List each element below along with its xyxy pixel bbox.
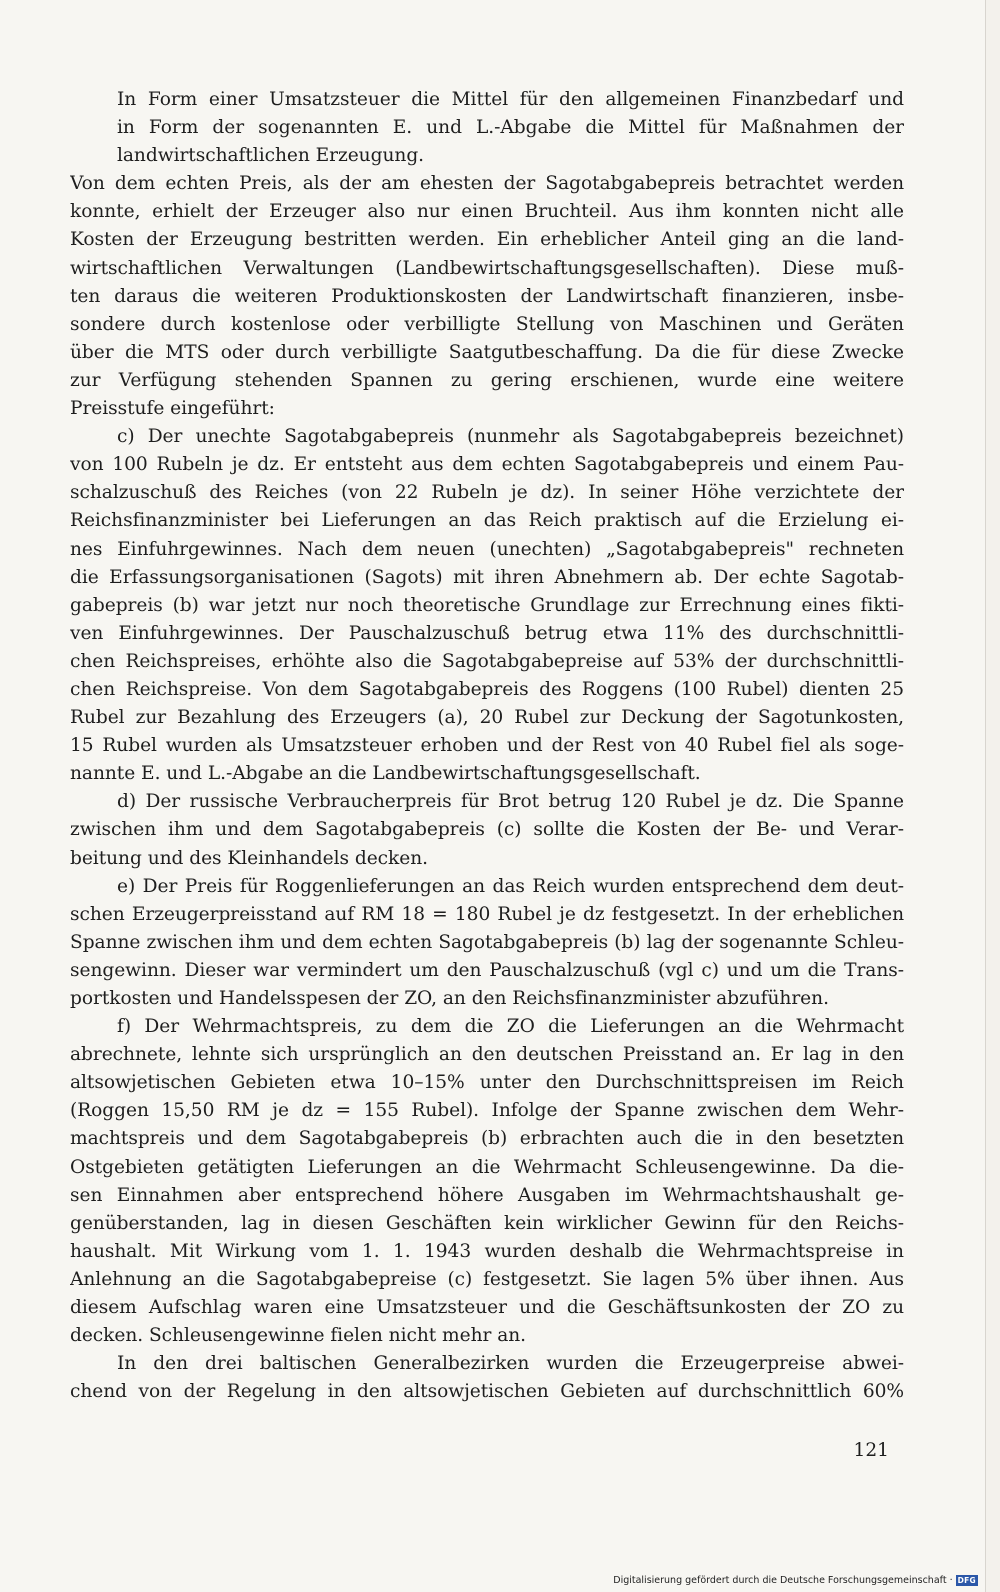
- text-line: Anlehnung an die Sagotabgabepreise (c) festgesetzt. Sie lagen 5% über ihnen. Aus: [70, 1268, 904, 1290]
- text-line: Von dem echten Preis, als der am ehesten der Sagotabgabepreis betrachtet werden: [70, 173, 904, 195]
- text-line: haushalt. Mit Wirkung vom 1. 1. 1943 wurden deshalb die Wehrmachtspreise in: [70, 1240, 904, 1262]
- text-line: diesem Aufschlag waren eine Umsatzsteuer und die Geschäftsunkosten der ZO zu: [70, 1297, 904, 1319]
- text-line: Preisstufe eingeführt:: [70, 398, 275, 420]
- text-line: Kosten der Erzeugung bestritten werden. Ein erheblicher Anteil ging an die land-: [70, 229, 904, 251]
- text-line: machtspreis und dem Sagotabgabepreis (b) erbrachten auch die in den besetzten: [70, 1128, 904, 1150]
- text-line: abrechnete, lehnte sich ursprünglich an den deutschen Preisstand an. Er lag in den: [70, 1044, 904, 1066]
- text-line: Rubel zur Bezahlung des Erzeugers (a), 20 Rubel zur Deckung der Sagotunkosten,: [70, 707, 904, 729]
- text-line: e) Der Preis für Roggenlieferungen an das Reich wurden entsprechend dem deut-: [117, 875, 904, 897]
- text-line: von 100 Rubeln je dz. Er entsteht aus dem echten Sagotabgabepreis und einem Pau-: [70, 454, 904, 476]
- footer-text: Digitalisierung gefördert durch die Deutsche Forschungsgemeinschaft ·: [613, 1575, 953, 1586]
- text-line: beitung und des Kleinhandels decken.: [70, 847, 428, 869]
- text-line: portkosten und Handelsspesen der ZO, an den Reichsfinanzminister abzuführen.: [70, 988, 829, 1009]
- text-line: ven Einfuhrgewinnes. Der Pauschalzuschuß betrug etwa 11% des durchschnittli-: [70, 622, 904, 644]
- text-line: Ostgebieten getätigten Lieferungen an die Wehrmacht Schleusengewinne. Da die-: [70, 1156, 904, 1178]
- text-line: chen Reichspreises, erhöhte also die Sagotabgabepreise auf 53% der durchschnittli-: [70, 650, 904, 672]
- text-line: 15 Rubel wurden als Umsatzsteuer erhoben und der Rest von 40 Rubel fiel als soge-: [70, 735, 904, 757]
- text-line: sondere durch kostenlose oder verbilligte Stellung von Maschinen und Geräten: [70, 313, 904, 335]
- text-line: in Form der sogenannten E. und L.-Abgabe die Mittel für Maßnahmen der: [117, 117, 904, 139]
- text-line: chend von der Regelung in den altsowjetischen Gebieten auf durchschnittlich 60%: [70, 1381, 904, 1403]
- text-line: c) Der unechte Sagotabgabepreis (nunmehr als Sagotabgabepreis bezeichnet): [117, 426, 904, 448]
- text-line: (Roggen 15,50 RM je dz = 155 Rubel). Infolge der Spanne zwischen dem Wehr-: [70, 1100, 904, 1122]
- text-line: In Form einer Umsatzsteuer die Mittel für den allgemeinen Finanzbedarf und: [117, 89, 904, 110]
- digitization-footer: [613, 1575, 978, 1586]
- page-number: 121: [853, 1440, 889, 1461]
- text-line: schen Erzeugerpreisstand auf RM 18 = 180 Rubel je dz festgesetzt. In der erheblichen: [70, 903, 904, 925]
- text-line: zur Verfügung stehenden Spannen zu gering erschienen, wurde eine weitere: [70, 369, 904, 391]
- text-line: altsowjetischen Gebieten etwa 10–15% unter den Durchschnittspreisen im Reich: [70, 1072, 904, 1094]
- text-line: decken. Schleusengewinne fielen nicht mehr an.: [70, 1325, 527, 1347]
- text-line: schalzuschuß des Reiches (von 22 Rubeln je dz). In seiner Höhe verzichtete der: [70, 482, 904, 504]
- text-line: über die MTS oder durch verbilligte Saatgutbeschaffung. Da die für diese Zwecke: [70, 341, 904, 363]
- text-line: f) Der Wehrmachtspreis, zu dem die ZO die Lieferungen an die Wehrmacht: [117, 1016, 904, 1038]
- text-line: chen Reichspreise. Von dem Sagotabgabepreis des Roggens (100 Rubel) dienten 25: [70, 678, 904, 700]
- text-line: In den drei baltischen Generalbezirken wurden die Erzeugerpreise abwei-: [117, 1353, 904, 1375]
- text-line: Spanne zwischen ihm und dem echten Sagotabgabepreis (b) lag der sogenannte Schleu-: [70, 931, 904, 953]
- text-line: nes Einfuhrgewinnes. Nach dem neuen (unechten) „Sagotabgabepreis" rechneten: [70, 538, 904, 560]
- text-line: wirtschaftlichen Verwaltungen (Landbewirtschaftungsgesellschaften). Diese muß-: [70, 257, 904, 279]
- text-line: konnte, erhielt der Erzeuger also nur einen Bruchteil. Aus ihm konnten nicht alle: [70, 201, 904, 223]
- text-line: d) Der russische Verbraucherpreis für Brot betrug 120 Rubel je dz. Die Spanne: [117, 791, 904, 813]
- body-text: [70, 86, 904, 1406]
- dfg-logo-icon: DFG: [957, 1576, 976, 1585]
- text-line: sen Einnahmen aber entsprechend höhere Ausgaben im Wehrmachtshaushalt ge-: [70, 1184, 904, 1206]
- text-line: genüberstanden, lag in diesen Geschäften kein wirklicher Gewinn für den Reichs-: [70, 1212, 904, 1234]
- text-line: Reichsfinanzminister bei Lieferungen an das Reich praktisch auf die Erzielung ei-: [70, 510, 904, 532]
- text-line: gabepreis (b) war jetzt nur noch theoretische Grundlage zur Errechnung eines fikti-: [70, 594, 904, 616]
- text-line: nannte E. und L.-Abgabe an die Landbewirtschaftungsgesellschaft.: [70, 763, 701, 785]
- text-line: ten daraus die weiteren Produktionskosten der Landwirtschaft finanzieren, insbe-: [70, 285, 904, 307]
- text-line: landwirtschaftlichen Erzeugung.: [117, 145, 425, 167]
- text-line: zwischen ihm und dem Sagotabgabepreis (c) sollte die Kosten der Be- und Verar-: [70, 819, 904, 841]
- text-line: die Erfassungsorganisationen (Sagots) mit ihren Abnehmern ab. Der echte Sagotab-: [70, 566, 904, 588]
- text-line: sengewinn. Dieser war vermindert um den Pauschalzuschuß (vgl c) und um die Trans-: [70, 959, 904, 981]
